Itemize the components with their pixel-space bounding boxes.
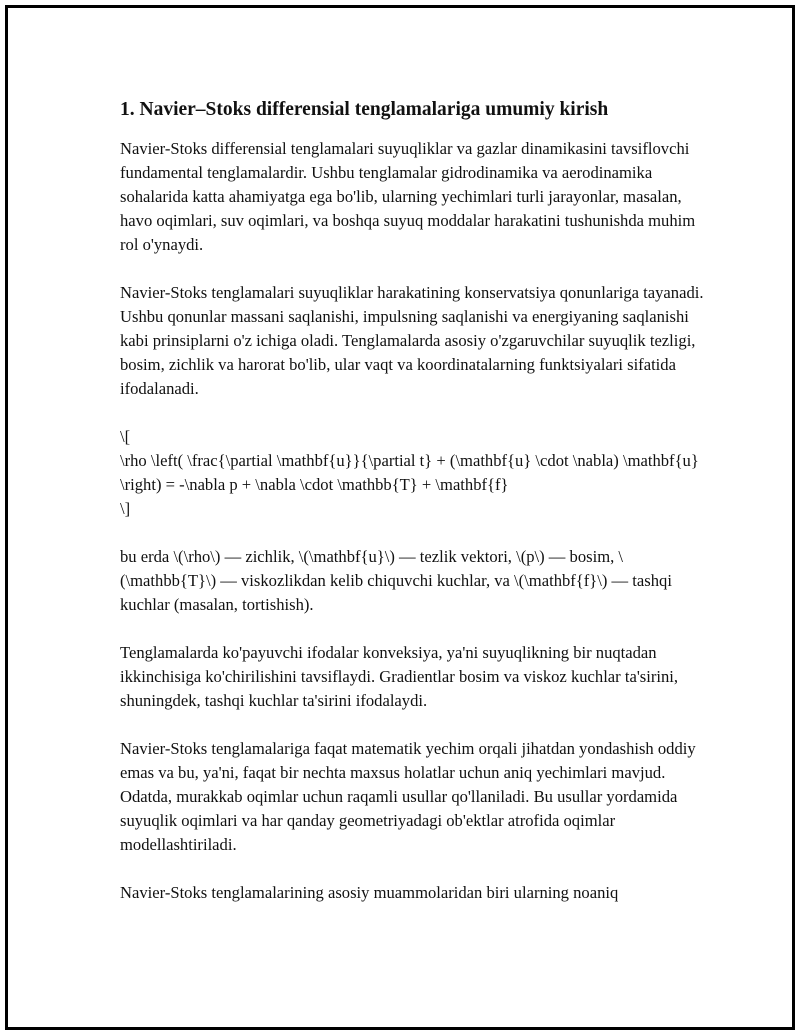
equation-open-delimiter: \[ — [120, 427, 131, 446]
paragraph-numerical-methods: Navier-Stoks tenglamalariga faqat matematik yechim orqali jihatdan yondashish oddiy emas va bu, ya'ni, faqat bir nechta maxsus holatlar uchun aniq yechimlari mavjud. Odatda, murakkab oqimlar uchun raqamli usullar qo'llaniladi. Bu usullar yordamida suyuqlik oqimlari va har qanday geometriyadagi ob'ektlar atrofida oqimlar modellashtiriladi. — [120, 739, 696, 854]
document-body — [120, 98, 705, 929]
paragraph-intro: Navier-Stoks differensial tenglamalari suyuqliklar va gazlar dinamikasini tavsiflovchi fundamental tenglamalardir. Ushbu tenglamalar gidrodinamika va aerodinamika sohalarida katta ahamiyatga ega bo'lib, ularning yechimlari turli jarayonlar, masalan, havo oqimlari, suv oqimlari, va boshqa suyuq moddalar harakatini tushunishda muhim rol o'ynaydi. — [120, 139, 696, 254]
page-frame — [5, 5, 795, 1030]
equation-block — [120, 425, 705, 521]
paragraph-variable-definitions: bu erda \(\rho\) — zichlik, \(\mathbf{u}\) — tezlik vektori, \(p\) — bosim, \(\mathbb{T}\) — viskozlikdan kelib chiquvchi kuchlar, va \(\mathbf{f}\) — tashqi kuchlar (masalan, tortishish). — [120, 547, 672, 614]
equation-close-delimiter: \] — [120, 499, 131, 518]
paragraph-convection: Tenglamalarda ko'payuvchi ifodalar konveksiya, ya'ni suyuqlikning bir nuqtadan ikkinchisiga ko'chirilishini tavsiflaydi. Gradientlar bosim va viskoz kuchlar ta'sirini, shuningdek, tashqi kuchlar ta'sirini ifodalaydi. — [120, 643, 679, 710]
paragraph-conservation: Navier-Stoks tenglamalari suyuqliklar harakatining konservatsiya qonunlariga tayanadi. Ushbu qonunlar massani saqlanishi, impulsning saqlanishi va energiyaning saqlanishi kabi prinsiplarni o'z ichiga oladi. Tenglamalarda asosiy o'zgaruvchilar suyuqlik tezligi, bosim, zichlik va harorat bo'lib, ular vaqt va koordinatalarning funktsiyalari sifatida ifodalanadi. — [120, 283, 704, 398]
equation-body: \rho \left( \frac{\partial \mathbf{u}}{\partial t} + (\mathbf{u} \cdot \nabla) \mathbf{u} \right) = -\nabla p + \nabla \cdot \mathbb{T} + \mathbf{f} — [120, 451, 699, 494]
section-heading: 1. Navier–Stoks differensial tenglamalariga umumiy kirish — [120, 99, 609, 120]
paragraph-truncated: Navier-Stoks tenglamalarining asosiy muammolaridan biri ularning noaniq — [120, 883, 619, 902]
